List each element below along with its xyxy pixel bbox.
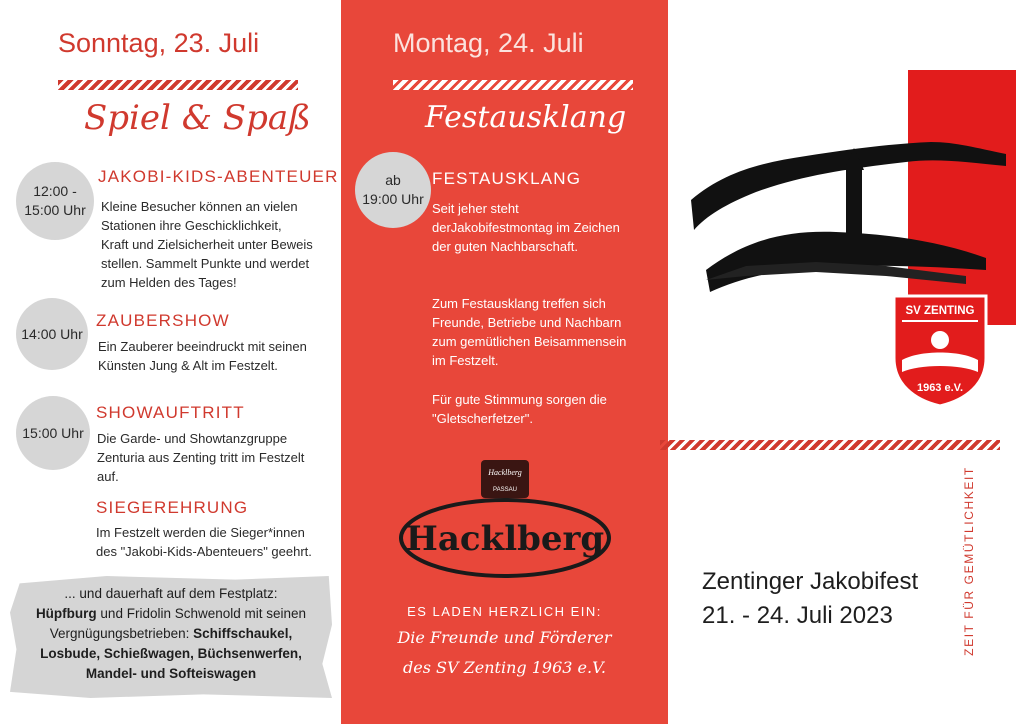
invitation (341, 604, 668, 683)
text-line: Die Garde- und Showtanzgruppe (97, 431, 288, 446)
text-line: "Gletscherfetzer". (432, 411, 533, 426)
event-description (98, 337, 334, 375)
invite-heading: ES LADEN HERZLICH EIN: (407, 604, 602, 619)
village-church-illustration (686, 70, 1016, 330)
stripe-divider (58, 80, 298, 90)
time-line: 15:00 Uhr (24, 202, 86, 218)
hacklberg-logo (395, 458, 615, 584)
text-line: Freunde, Betriebe und Nachbarn (432, 315, 622, 330)
text-line: Künsten Jung & Alt im Festzelt. (98, 358, 278, 373)
event-description (101, 197, 337, 292)
event-description (432, 199, 657, 256)
crest-text: Hacklberg (488, 468, 522, 477)
text-line: Stationen ihre Geschicklichkeit, (101, 218, 282, 233)
text-line: Ein Zauberer beeindruckt mit seinen (98, 339, 307, 354)
text-span: und Fridolin Schwenold mit seinen (96, 606, 307, 621)
red-block (908, 70, 1016, 325)
logo-wordmark: Hacklberg (405, 519, 605, 559)
bold-text: Hüpfburg (35, 606, 97, 621)
bold-text: Losbude, Schießwagen, Büchsenwerfen, (40, 646, 302, 661)
ball-icon (931, 331, 949, 349)
event-title: SIEGEREHRUNG (96, 498, 249, 517)
text-span: Vergnügungsbetrieben: (49, 626, 194, 641)
time-badge (16, 298, 88, 370)
text-line: ... und dauerhaft auf dem Festplatz: (64, 586, 278, 601)
hacklberg-logo-graphic (395, 458, 615, 584)
event-name (702, 565, 918, 633)
sv-zenting-badge (890, 292, 990, 410)
time-line: 12:00 - (33, 183, 77, 199)
time-line: 15:00 Uhr (22, 424, 84, 441)
text-line: Für gute Stimmung sorgen die (432, 392, 607, 407)
text-line: Zenturia aus Zenting tritt im Festzelt (97, 450, 305, 465)
text-line: im Festzelt. (432, 353, 499, 368)
time-line: 19:00 Uhr (362, 191, 424, 207)
church-tower (846, 168, 862, 238)
panel-sunday (0, 0, 341, 724)
text-line: des "Jakobi-Kids-Abenteuers" geehrt. (96, 544, 312, 559)
event-title: SHOWAUFTRITT (96, 403, 245, 422)
time-line: ab (385, 172, 401, 188)
shield-band (902, 320, 978, 322)
event-title: ZAUBERSHOW (96, 311, 230, 330)
text-line: stellen. Sammelt Punkte und werdet (101, 256, 310, 271)
club-crest (890, 292, 990, 410)
time-badge (355, 152, 431, 228)
event-title: FESTAUSKLANG (432, 169, 582, 188)
script-title-spiel: Spiel & Spaß (84, 98, 311, 138)
crest-text: PASSAU (493, 487, 517, 493)
text-line: auf. (97, 469, 119, 484)
panel-monday (341, 0, 668, 724)
script-title-festausklang: Festausklang (425, 100, 627, 135)
text-line: Im Festzelt werden die Sieger*innen (96, 525, 305, 540)
text-line: Kleine Besucher können an vielen (101, 199, 298, 214)
event-description (97, 429, 333, 486)
text-line: zum Helden des Tages! (101, 275, 237, 290)
text-line: der guten Nachbarschaft. (432, 239, 578, 254)
event-description (432, 390, 657, 428)
tagline-vertical (958, 468, 980, 654)
title-line: 21. - 24. Juli 2023 (702, 602, 893, 629)
badge-top-text: SV ZENTING (905, 305, 975, 317)
stripe-divider (393, 80, 633, 90)
time-badge (16, 396, 90, 470)
bold-text: Mandel- und Softeiswagen (85, 666, 257, 681)
text-line: zum gemütlichen Beisammensein (432, 334, 627, 349)
invite-line: Die Freunde und Förderer (397, 628, 612, 647)
tagline-text: ZEIT FÜR GEMÜTLICHKEIT (962, 466, 976, 656)
date-monday: Montag, 24. Juli (393, 28, 584, 58)
festplatz-info (10, 584, 332, 684)
title-line: Zentinger Jakobifest (702, 568, 919, 595)
text-line: Zum Festausklang treffen sich (432, 296, 606, 311)
text-line: derJakobifestmontag im Zeichen (432, 220, 620, 235)
date-sunday: Sonntag, 23. Juli (58, 28, 260, 58)
event-title: JAKOBI-KIDS-ABENTEUER (98, 167, 339, 186)
time-badge (16, 162, 94, 240)
panel-cover (668, 0, 1024, 724)
bold-text: Schiffschaukel, (193, 626, 293, 641)
event-description (432, 294, 657, 370)
time-line: 14:00 Uhr (21, 325, 83, 342)
badge-bottom-text: 1963 e.V. (916, 382, 964, 394)
stripe-divider (660, 440, 1000, 450)
text-line: Kraft und Zielsicherheit unter Beweis (101, 237, 313, 252)
invite-line: des SV Zenting 1963 e.V. (403, 658, 606, 677)
event-description (96, 523, 336, 561)
text-line: Seit jeher steht (432, 201, 519, 216)
